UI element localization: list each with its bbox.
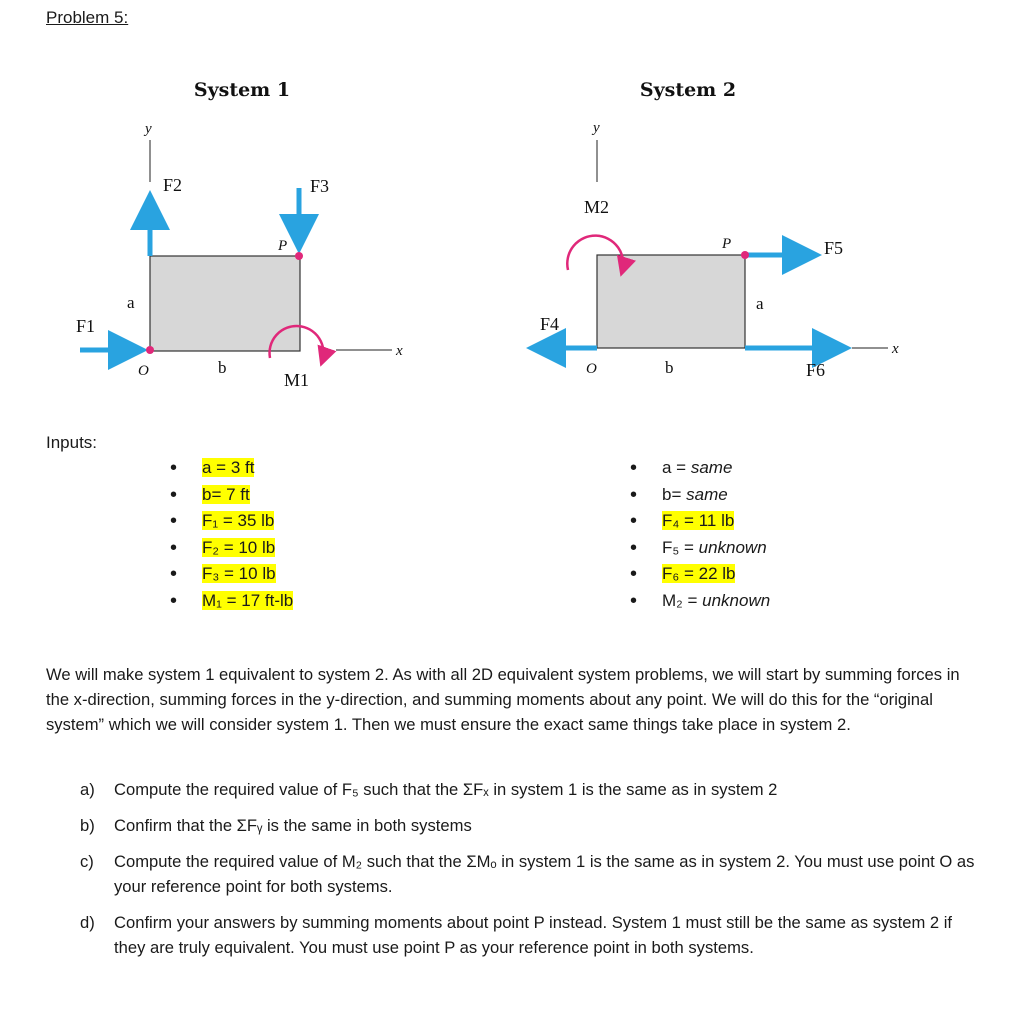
origin-label: O bbox=[586, 361, 597, 377]
question-b bbox=[80, 813, 980, 838]
list-item bbox=[170, 455, 293, 482]
point-P bbox=[741, 251, 749, 259]
dim-b-label: b bbox=[665, 358, 674, 377]
y-axis-label: y bbox=[593, 120, 600, 136]
question-a bbox=[80, 777, 980, 802]
input-b: b= 7 ft bbox=[202, 484, 250, 504]
input-M2-value: unknown bbox=[702, 590, 771, 610]
input-a-value: same bbox=[690, 458, 733, 477]
list-item bbox=[170, 482, 293, 509]
F2-label: F2 bbox=[163, 175, 183, 195]
page-title: Problem 5: bbox=[46, 8, 129, 27]
question-marker: a) bbox=[80, 780, 95, 799]
question-d bbox=[80, 910, 980, 960]
input-F3: F₃ = 10 lb bbox=[202, 564, 276, 583]
input-F4: F₄ = 11 lb bbox=[662, 511, 735, 530]
F3-label: F3 bbox=[310, 176, 330, 196]
system1-inputs-list bbox=[170, 455, 293, 614]
input-F5-prefix: F₅ = bbox=[662, 537, 699, 557]
list-item bbox=[170, 508, 293, 535]
point-P bbox=[295, 252, 303, 260]
list-item bbox=[630, 588, 770, 615]
point-P-label: P bbox=[278, 238, 288, 254]
list-item bbox=[630, 508, 770, 535]
input-a-prefix: a = bbox=[662, 458, 691, 477]
question-marker: c) bbox=[80, 852, 94, 871]
system2-inputs-list bbox=[630, 455, 770, 614]
input-b-prefix: b= bbox=[662, 484, 687, 504]
input-F2: F₂ = 10 lb bbox=[202, 537, 276, 557]
question-marker: d) bbox=[80, 913, 95, 932]
dim-b-label: b bbox=[218, 358, 227, 377]
x-axis-label: x bbox=[396, 343, 403, 359]
list-item bbox=[170, 588, 293, 615]
question-marker: b) bbox=[80, 816, 95, 835]
input-M2-prefix: M₂ = bbox=[662, 590, 703, 610]
input-F1: F₁ = 35 lb bbox=[202, 511, 275, 530]
question-text: Confirm your answers by summing moments about point P instead. System 1 must still be the same as system 2 if they are truly equivalent. You must use point P as your reference point in both systems. bbox=[114, 913, 953, 957]
questions-list bbox=[80, 777, 980, 971]
input-M1: M₁ = 17 ft-lb bbox=[202, 590, 294, 610]
list-item bbox=[630, 561, 770, 588]
rigid-body-box bbox=[597, 255, 745, 348]
system2-title: System 2 bbox=[639, 79, 737, 101]
dim-a-label: a bbox=[756, 294, 764, 313]
M1-label: M1 bbox=[284, 370, 310, 390]
F6-label: F6 bbox=[806, 360, 826, 380]
system1-title: System 1 bbox=[193, 79, 291, 101]
F5-label: F5 bbox=[824, 238, 844, 258]
F4-label: F4 bbox=[540, 314, 560, 334]
list-item bbox=[630, 455, 770, 482]
origin-point bbox=[146, 346, 154, 354]
question-text: Compute the required value of M₂ such that the ΣMₒ in system 1 is the same as in system 2. You must use point O as your reference point for both systems. bbox=[114, 852, 975, 896]
inputs-heading: Inputs: bbox=[46, 433, 98, 452]
y-axis-label: y bbox=[145, 121, 152, 137]
input-F5-value: unknown bbox=[698, 537, 767, 557]
list-item bbox=[170, 561, 293, 588]
system1-diagram bbox=[0, 60, 512, 400]
question-text: Compute the required value of F₅ such that the ΣFₓ in system 1 is the same as in system 2 bbox=[114, 780, 778, 799]
input-F6: F₆ = 22 lb bbox=[662, 564, 736, 583]
question-text: Confirm that the ΣFᵧ is the same in both systems bbox=[114, 816, 472, 835]
list-item bbox=[170, 535, 293, 562]
list-item bbox=[630, 535, 770, 562]
x-axis-label: x bbox=[892, 341, 899, 357]
question-c bbox=[80, 849, 980, 899]
dim-a-label: a bbox=[127, 293, 135, 312]
F1-label: F1 bbox=[76, 316, 96, 336]
input-b-value: same bbox=[686, 484, 728, 504]
rigid-body-box bbox=[150, 256, 300, 351]
point-P-label: P bbox=[722, 236, 732, 252]
M2-label: M2 bbox=[584, 197, 610, 217]
input-a: a = 3 ft bbox=[202, 458, 255, 477]
list-item bbox=[630, 482, 770, 509]
instructions-paragraph: We will make system 1 equivalent to system 2. As with all 2D equivalent system problems, we will start by summing forces in the x-direction, summing forces in the y-direction, and summing moments about any point. We will do this for the “original system” which we will consider system 1. Then we must ensure the exact same things take place in system 2. bbox=[46, 665, 960, 734]
origin-label: O bbox=[138, 363, 149, 379]
system2-diagram bbox=[450, 60, 962, 400]
